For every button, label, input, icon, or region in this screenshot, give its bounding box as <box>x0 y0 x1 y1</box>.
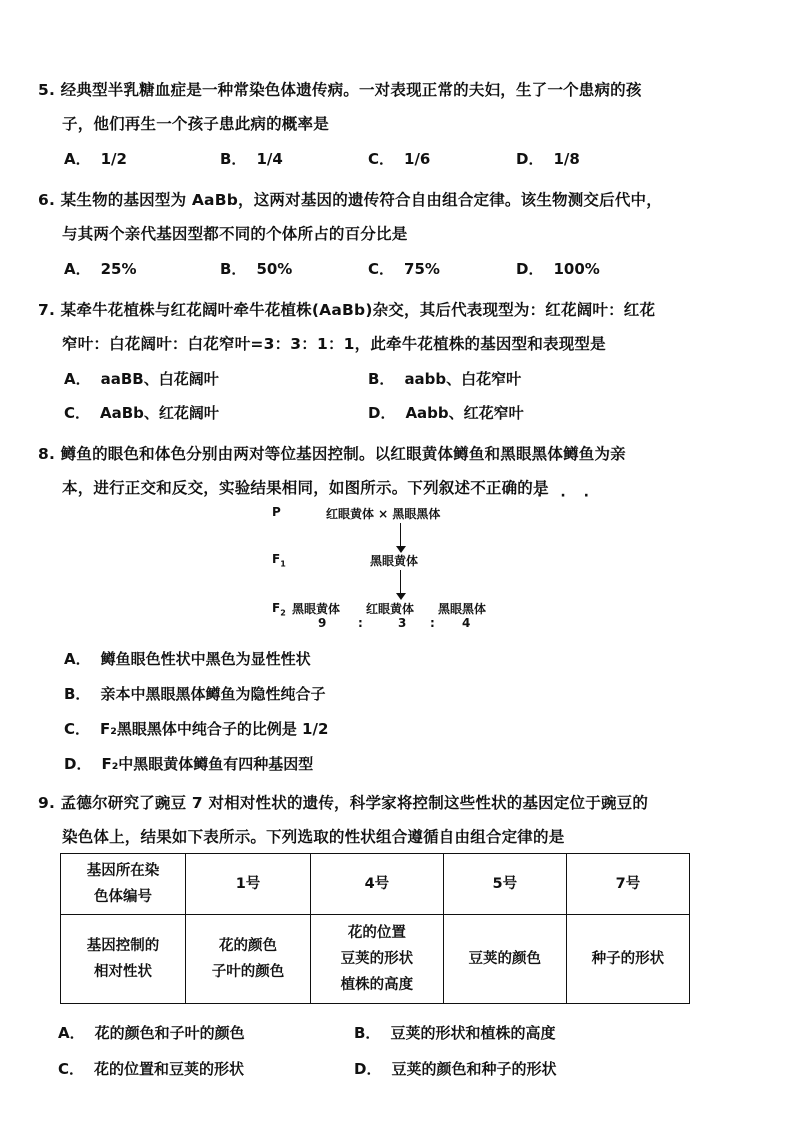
table-header-row <box>61 854 690 915</box>
table-header-col-2: 4号 <box>311 854 444 915</box>
q9-stem-line2: 染色体上，结果如下表所示。下列选取的性状组合遵循自由组合定律的是 <box>62 828 565 846</box>
q6-option-c[interactable]: C． 75% <box>368 260 440 278</box>
f2-phenotype-2: 红眼黄体 <box>366 602 415 616</box>
arrow-f1-to-f2 <box>400 570 401 594</box>
q5-option-c[interactable]: C． 1/6 <box>368 150 431 168</box>
f2-phenotype-3: 黑眼黑体 <box>438 602 487 616</box>
table-cell-chr5: 豆荚的颜色 <box>443 915 566 1004</box>
table-header-label: 基因所在染 色体编号 <box>61 854 186 915</box>
q6-stem-line2: 与其两个亲代基因型都不同的个体所占的百分比是 <box>62 225 408 243</box>
q5-option-b[interactable]: B． 1/4 <box>220 150 283 168</box>
q5-stem-line2: 子，他们再生一个孩子患此病的概率是 <box>62 115 329 133</box>
q7-stem-line2: 窄叶：白花阔叶：白花窄叶=3：3：1：1，此牵牛花植株的基因型和表现型是 <box>62 335 606 353</box>
q7-stem-line1: 7. 某牵牛花植株与红花阔叶牵牛花植株(AaBb)杂交，其后代表现型为：红花阔叶：红花 <box>38 301 656 319</box>
f2-ratio-sep-1: : <box>358 616 363 630</box>
q9-option-a[interactable]: A． 花的颜色和子叶的颜色 <box>58 1024 245 1042</box>
chromosome-trait-table <box>60 853 690 1004</box>
q6-option-b[interactable]: B． 50% <box>220 260 293 278</box>
arrow-p-to-f1 <box>400 523 401 547</box>
table-cell-chr4: 花的位置 豆荚的形状 植株的高度 <box>311 915 444 1004</box>
table-header-col-4: 7号 <box>566 854 689 915</box>
q8-stem-line1: 8. 鳟鱼的眼色和体色分别由两对等位基因控制。以红眼黄体鳟鱼和黑眼黑体鳟鱼为亲 <box>38 445 626 463</box>
q8-option-b[interactable]: B． 亲本中黑眼黑体鳟鱼为隐性纯合子 <box>64 685 326 703</box>
q9-stem-line1: 9. 孟德尔研究了豌豆 7 对相对性状的遗传，科学家将控制这些性状的基因定位于豌豆的 <box>38 794 649 812</box>
q8-option-a[interactable]: A． 鳟鱼眼色性状中黑色为显性性状 <box>64 650 311 668</box>
q9-option-d[interactable]: D． 豆荚的颜色和种子的形状 <box>354 1060 557 1078</box>
f2-phenotype-1: 黑眼黄体 <box>292 602 341 616</box>
f2-ratio-3: 4 <box>462 616 471 630</box>
table-header-col-1: 1号 <box>186 854 311 915</box>
q8-stem-line2: 本，进行正交和反交，实验结果相同，如图所示。下列叙述不正确的是 <box>62 479 549 497</box>
table-row-label: 基因控制的 相对性状 <box>61 915 186 1004</box>
q5-option-d[interactable]: D． 1/8 <box>516 150 580 168</box>
f1-generation-label: $F_1$ <box>272 552 286 569</box>
q9-option-b[interactable]: B． 豆荚的形状和植株的高度 <box>354 1024 556 1042</box>
q9-option-c[interactable]: C． 花的位置和豆荚的形状 <box>58 1060 245 1078</box>
q6-option-d[interactable]: D． 100% <box>516 260 600 278</box>
p-generation-label: P <box>272 505 281 519</box>
q7-option-c[interactable]: C． AaBb、红花阔叶 <box>64 404 219 422</box>
q8-option-d[interactable]: D． F₂中黑眼黄体鳟鱼有四种基因型 <box>64 755 314 773</box>
q7-option-b[interactable]: B． aabb、白花窄叶 <box>368 370 522 388</box>
q5-stem-line1: 5. 经典型半乳糖血症是一种常染色体遗传病。一对表现正常的夫妇，生了一个患病的孩 <box>38 81 642 99</box>
q6-stem-line1: 6. 某生物的基因型为 AaBb，这两对基因的遗传符合自由组合定律。该生物测交后代中， <box>38 191 662 209</box>
table-cell-chr1: 花的颜色 子叶的颜色 <box>186 915 311 1004</box>
table-cell-chr7: 种子的形状 <box>566 915 689 1004</box>
q8-option-c[interactable]: C． F₂黑眼黑体中纯合子的比例是 1/2 <box>64 720 329 738</box>
f2-ratio-1: 9 <box>318 616 327 630</box>
table-header-col-3: 5号 <box>443 854 566 915</box>
f2-ratio-2: 3 <box>398 616 407 630</box>
q5-option-a[interactable]: A． 1/2 <box>64 150 127 168</box>
q8-emphasis-dots: ··· <box>537 488 607 504</box>
q7-option-a[interactable]: A． aaBB、白花阔叶 <box>64 370 219 388</box>
p-generation-cross: 红眼黄体 × 黑眼黑体 <box>326 507 441 521</box>
f2-generation-label: $F_2$ <box>272 601 286 618</box>
table-row <box>61 915 690 1004</box>
f2-ratio-sep-2: : <box>430 616 435 630</box>
f1-phenotype: 黑眼黄体 <box>370 554 419 568</box>
q6-option-a[interactable]: A． 25% <box>64 260 137 278</box>
q7-option-d[interactable]: D． Aabb、红花窄叶 <box>368 404 524 422</box>
